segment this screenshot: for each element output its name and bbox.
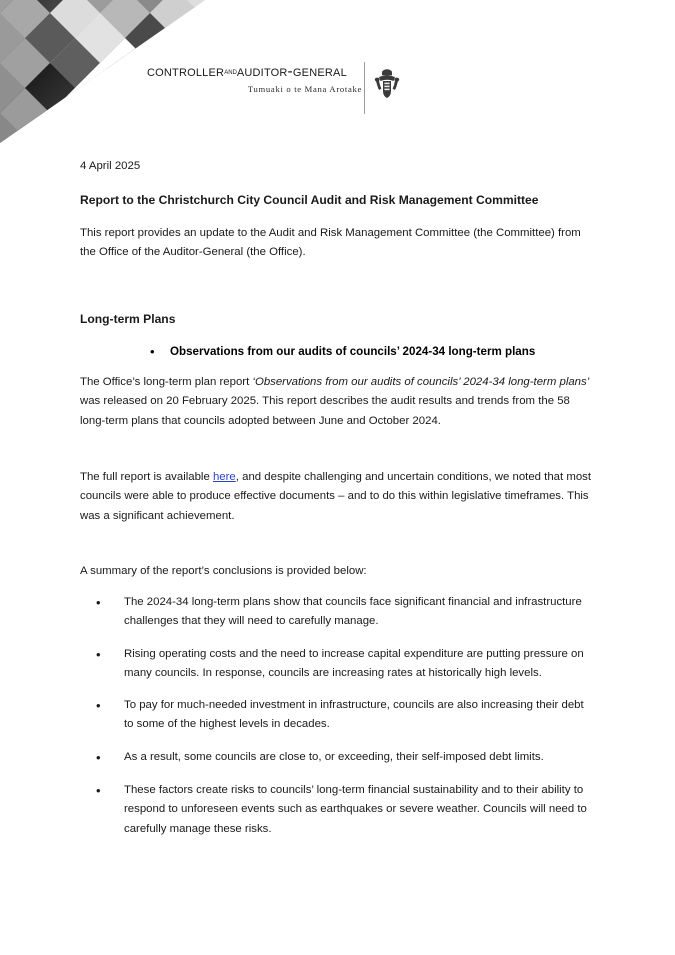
wordmark	[147, 63, 362, 94]
bullet-marker-icon: •	[150, 344, 155, 359]
page-title: Report to the Christchurch City Council Audit and Risk Management Committee	[80, 193, 539, 207]
full-report-text-pre: The full report is available	[80, 471, 213, 483]
bullet-marker-icon: •	[96, 750, 101, 765]
bullet-marker-icon: •	[96, 647, 101, 662]
wordmark-maori-line: Tumuaki o te Mana Arotake	[247, 84, 362, 94]
section-heading-long-term-plans: Long-term Plans	[80, 312, 176, 326]
conclusion-text: As a result, some councils are close to, or exceeding, their self-imposed debt limits.	[124, 751, 544, 763]
list-item	[80, 781, 592, 839]
report-title-italic: ‘Observations from our audits of councils’ 2024-34 long-term plans’	[252, 376, 590, 388]
conclusion-text: To pay for much-needed investment in infrastructure, councils are also increasing their debt to some of the highest levels in decades.	[124, 699, 584, 731]
report-release-text-pre: The Office’s long-term plan report	[80, 376, 253, 388]
list-item	[80, 748, 590, 767]
wordmark-controller: controller	[147, 63, 225, 80]
conclusion-text: The 2024-34 long-term plans show that councils face significant financial and infrastructure challenges that they will need to carefully manage.	[124, 596, 582, 628]
list-item	[80, 696, 590, 735]
report-release-paragraph	[80, 373, 594, 431]
header-divider	[364, 62, 365, 114]
section-bullet-label: Observations from our audits of councils’ 2024-34 long-term plans	[170, 345, 536, 358]
summary-lead-in: A summary of the report’s conclusions is provided below:	[80, 565, 367, 577]
bullet-marker-icon: •	[96, 783, 101, 798]
full-report-paragraph	[80, 468, 592, 526]
wordmark-auditor-general: auditor-general	[236, 63, 347, 80]
full-report-link[interactable]: here	[212, 471, 236, 483]
intro-paragraph: This report provides an update to the Audit and Risk Management Committee (the Committee) from the Office of the Auditor-General (the Office).	[80, 227, 581, 259]
document-date: 4 April 2025	[80, 160, 141, 172]
conclusion-text: These factors create risks to councils’ long-term financial sustainability and to their ability to respond to unforeseen events such as earthquakes or severe weather. Councils will need to carefully manage these risks.	[124, 784, 587, 835]
list-item	[80, 593, 590, 632]
full-report-text-post: , and despite challenging and uncertain conditions, we noted that most councils were able to produce effective documents – and to do this within legislative timeframes. This was a significant achievement.	[80, 471, 592, 522]
wordmark-and: and	[224, 67, 237, 76]
list-item	[80, 645, 590, 684]
bullet-marker-icon: •	[96, 595, 101, 610]
document-header	[0, 0, 675, 150]
conclusion-text: Rising operating costs and the need to increase capital expenditure are putting pressure on many councils. In response, councils are increasing rates at historically high levels.	[124, 648, 584, 680]
section-bullet-item	[80, 342, 592, 361]
bullet-marker-icon: •	[96, 698, 101, 713]
report-release-text-post: was released on 20 February 2025. This report describes the audit results and trends from the 58 long-term plans that councils adopted between June and October 2024.	[80, 395, 570, 427]
coat-of-arms-icon	[372, 68, 402, 102]
wordmark-line-primary	[147, 63, 362, 81]
